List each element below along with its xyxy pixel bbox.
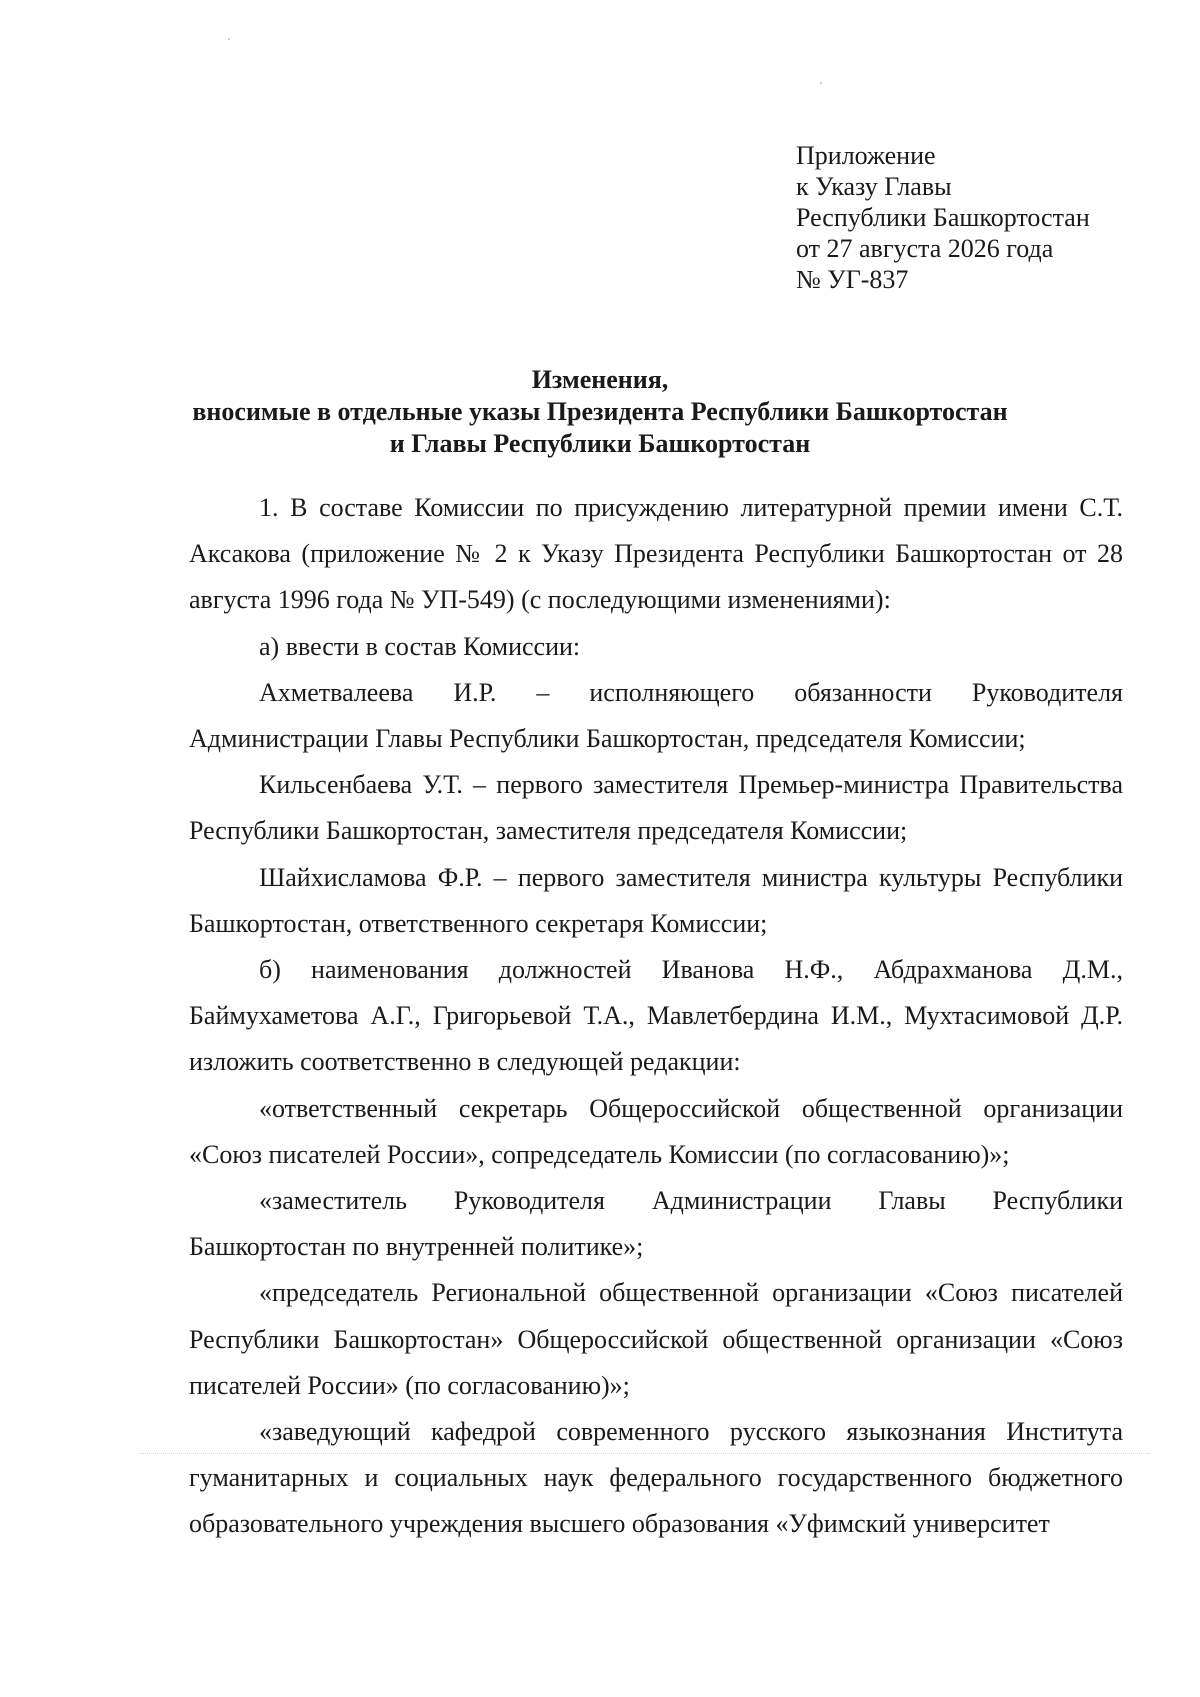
paragraph-item-1: 1. В составе Комиссии по присуждению литературной премии имени С.Т. Аксакова (приложение № 2 к Указу Президента Республики Башкортостан от 28 августа 1996 года № УП-549) (с последующими изменениями):: [189, 493, 1123, 615]
appendix-line: Приложение: [796, 141, 936, 170]
scan-artifact-line: [140, 1453, 1150, 1454]
scan-speck: [820, 82, 822, 84]
appendix-line: к Указу Главы: [796, 172, 952, 201]
document-title: [0, 364, 1200, 460]
appendix-number: № УГ-837: [796, 265, 909, 294]
paragraph-subitem-a: а) ввести в состав Комиссии:: [259, 631, 581, 661]
title-line: и Главы Республики Башкортостан: [389, 429, 811, 458]
title-line: Изменения,: [531, 365, 669, 394]
title-line: вносимые в отдельные указы Президента Республики Башкортостан: [192, 397, 1008, 426]
member-entry: Шайхисламова Ф.Р. – первого заместителя министра культуры Республики Башкортостан, ответственного секретаря Комиссии;: [189, 862, 1123, 938]
scan-speck: [228, 38, 230, 40]
position-wording: «ответственный секретарь Общероссийской общественной организации «Союз писателей России», сопредседатель Комиссии (по согласованию)»;: [189, 1093, 1123, 1169]
member-entry: Ахметвалеева И.Р. – исполняющего обязанности Руководителя Администрации Главы Республики Башкортостан, председателя Комиссии;: [189, 677, 1123, 754]
document-body: [189, 485, 1123, 1548]
paragraph-subitem-b: б) наименования должностей Иванова Н.Ф., Абдрахманова Д.М., Баймухаметова А.Г., Григорьевой Т.А., Мавлетбердина И.М., Мухтасимовой Д.Р. изложить соответственно в следующей редакции:: [189, 955, 1123, 1077]
appendix-line: Республики Башкортостан: [796, 203, 1090, 232]
member-entry: Кильсенбаева У.Т. – первого заместителя Премьер-министра Правительства Республики Башкортостан, заместителя председателя Комиссии;: [189, 770, 1123, 846]
position-wording: «заместитель Руководителя Администрации Главы Республики Башкортостан по внутренней политике»;: [189, 1186, 1123, 1262]
position-wording: «заведующий кафедрой современного русского языкознания Института гуманитарных и социальных наук федерального государственного бюджетного образовательного учреждения высшего образования «Уфимский университет: [189, 1417, 1123, 1539]
appendix-line: от 27 августа 2026 года: [796, 234, 1054, 263]
position-wording: «председатель Региональной общественной организации «Союз писателей Республики Башкортостан» Общероссийской общественной организации «Союз писателей России» (по согласованию)»;: [189, 1278, 1123, 1400]
appendix-block: [796, 140, 1090, 295]
